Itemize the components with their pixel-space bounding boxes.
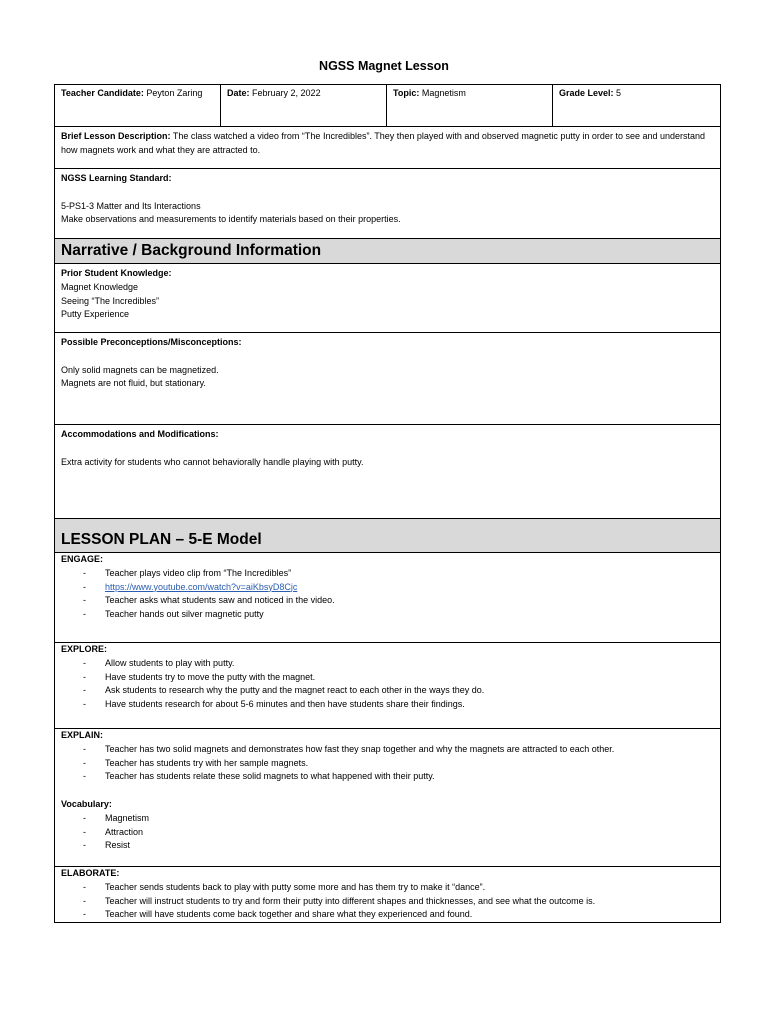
- grade-cell: [553, 85, 720, 126]
- vocabulary-label: Vocabulary:: [61, 798, 112, 809]
- prior-line: Magnet Knowledge: [61, 281, 139, 292]
- elaborate-list: [61, 881, 714, 922]
- list-item: - Teacher will instruct students to try and form their putty into different shapes and thicknesses, and see what the outcome is.: [61, 895, 714, 909]
- list-item: - Teacher has students try with her sample magnets.: [61, 757, 714, 771]
- date-cell: [221, 85, 387, 126]
- video-link[interactable]: https://www.youtube.com/watch?v=aiKbsyD8Cjc: [105, 581, 298, 592]
- list-item: [61, 581, 714, 595]
- brief-description-section: [55, 126, 720, 168]
- standard-line: 5-PS1-3 Matter and Its Interactions: [61, 200, 201, 211]
- topic-label: Topic:: [393, 88, 420, 98]
- list-item: - Teacher has students relate these solid magnets to what happened with their putty.: [61, 770, 714, 784]
- explore-list: [61, 657, 714, 712]
- preconceptions-label: Possible Preconceptions/Misconceptions:: [61, 337, 242, 347]
- prior-line: Putty Experience: [61, 309, 130, 320]
- list-item: - Teacher asks what students saw and noticed in the video.: [61, 594, 714, 608]
- explore-label: EXPLORE:: [61, 644, 108, 654]
- grade-value: 5: [616, 88, 622, 98]
- accommodations-section: [55, 424, 720, 518]
- explain-section: [55, 728, 720, 866]
- brief-label: Brief Lesson Description:: [61, 131, 171, 141]
- date-value: February 2, 2022: [252, 88, 321, 98]
- standard-line: Make observations and measurements to identify materials based on their properties.: [61, 214, 401, 225]
- elaborate-label: ELABORATE:: [61, 868, 120, 878]
- vocabulary-item: - Attraction: [61, 826, 714, 840]
- prior-knowledge-section: [55, 263, 720, 332]
- engage-label: ENGAGE:: [61, 554, 104, 564]
- document-title: NGSS Magnet Lesson: [319, 59, 449, 73]
- explain-list: [61, 743, 714, 784]
- standard-label: NGSS Learning Standard:: [61, 173, 172, 183]
- explore-section: [55, 642, 720, 728]
- list-item: - Have students research for about 5-6 minutes and then have students share their findings.: [61, 698, 714, 712]
- list-item: - Teacher plays video clip from “The Incredibles”: [61, 567, 714, 581]
- lesson-table: [54, 84, 721, 923]
- list-item: - Teacher will have students come back together and share what they experienced and found.: [61, 908, 714, 922]
- prior-label: Prior Student Knowledge:: [61, 268, 172, 278]
- explain-label: EXPLAIN:: [61, 730, 104, 740]
- list-item: - Teacher sends students back to play with putty some more and has them try to make it “dance”.: [61, 881, 714, 895]
- brief-text: The class watched a video from “The Incredibles”. They then played with and observed magnetic putty in order to see and understand how magnets work and what they are attracted to.: [61, 131, 706, 155]
- list-item: - Allow students to play with putty.: [61, 657, 714, 671]
- standard-section: [55, 168, 720, 238]
- engage-list: [61, 567, 714, 622]
- list-item: - Ask students to research why the putty and the magnet react to each other in the ways they do.: [61, 684, 714, 698]
- teacher-cell: [55, 85, 221, 126]
- list-item: - Teacher hands out silver magnetic putty: [61, 608, 714, 622]
- elaborate-section: [55, 866, 720, 922]
- accommodation-line: Extra activity for students who cannot behaviorally handle playing with putty.: [61, 456, 364, 467]
- date-label: Date:: [227, 88, 250, 98]
- preconceptions-section: [55, 332, 720, 424]
- teacher-label: Teacher Candidate:: [61, 88, 144, 98]
- list-item: - Teacher has two solid magnets and demonstrates how fast they snap together and why the magnets are attracted to each other.: [61, 743, 714, 757]
- list-item: - Have students try to move the putty with the magnet.: [61, 671, 714, 685]
- teacher-value: Peyton Zaring: [146, 88, 203, 98]
- topic-cell: [387, 85, 553, 126]
- prior-line: Seeing “The Incredibles”: [61, 295, 160, 306]
- header-row: [55, 84, 720, 126]
- lesson-plan-heading: LESSON PLAN – 5-E Model: [55, 518, 720, 552]
- engage-section: [55, 552, 720, 642]
- vocabulary-list: [61, 812, 714, 853]
- topic-value: Magnetism: [421, 88, 466, 98]
- grade-label: Grade Level:: [559, 88, 614, 98]
- vocabulary-item: - Resist: [61, 839, 714, 853]
- narrative-heading: Narrative / Background Information: [55, 238, 720, 263]
- accommodations-label: Accommodations and Modifications:: [61, 429, 219, 439]
- preconception-line: Magnets are not fluid, but stationary.: [61, 378, 206, 389]
- vocabulary-item: - Magnetism: [61, 812, 714, 826]
- preconception-line: Only solid magnets can be magnetized.: [61, 364, 219, 375]
